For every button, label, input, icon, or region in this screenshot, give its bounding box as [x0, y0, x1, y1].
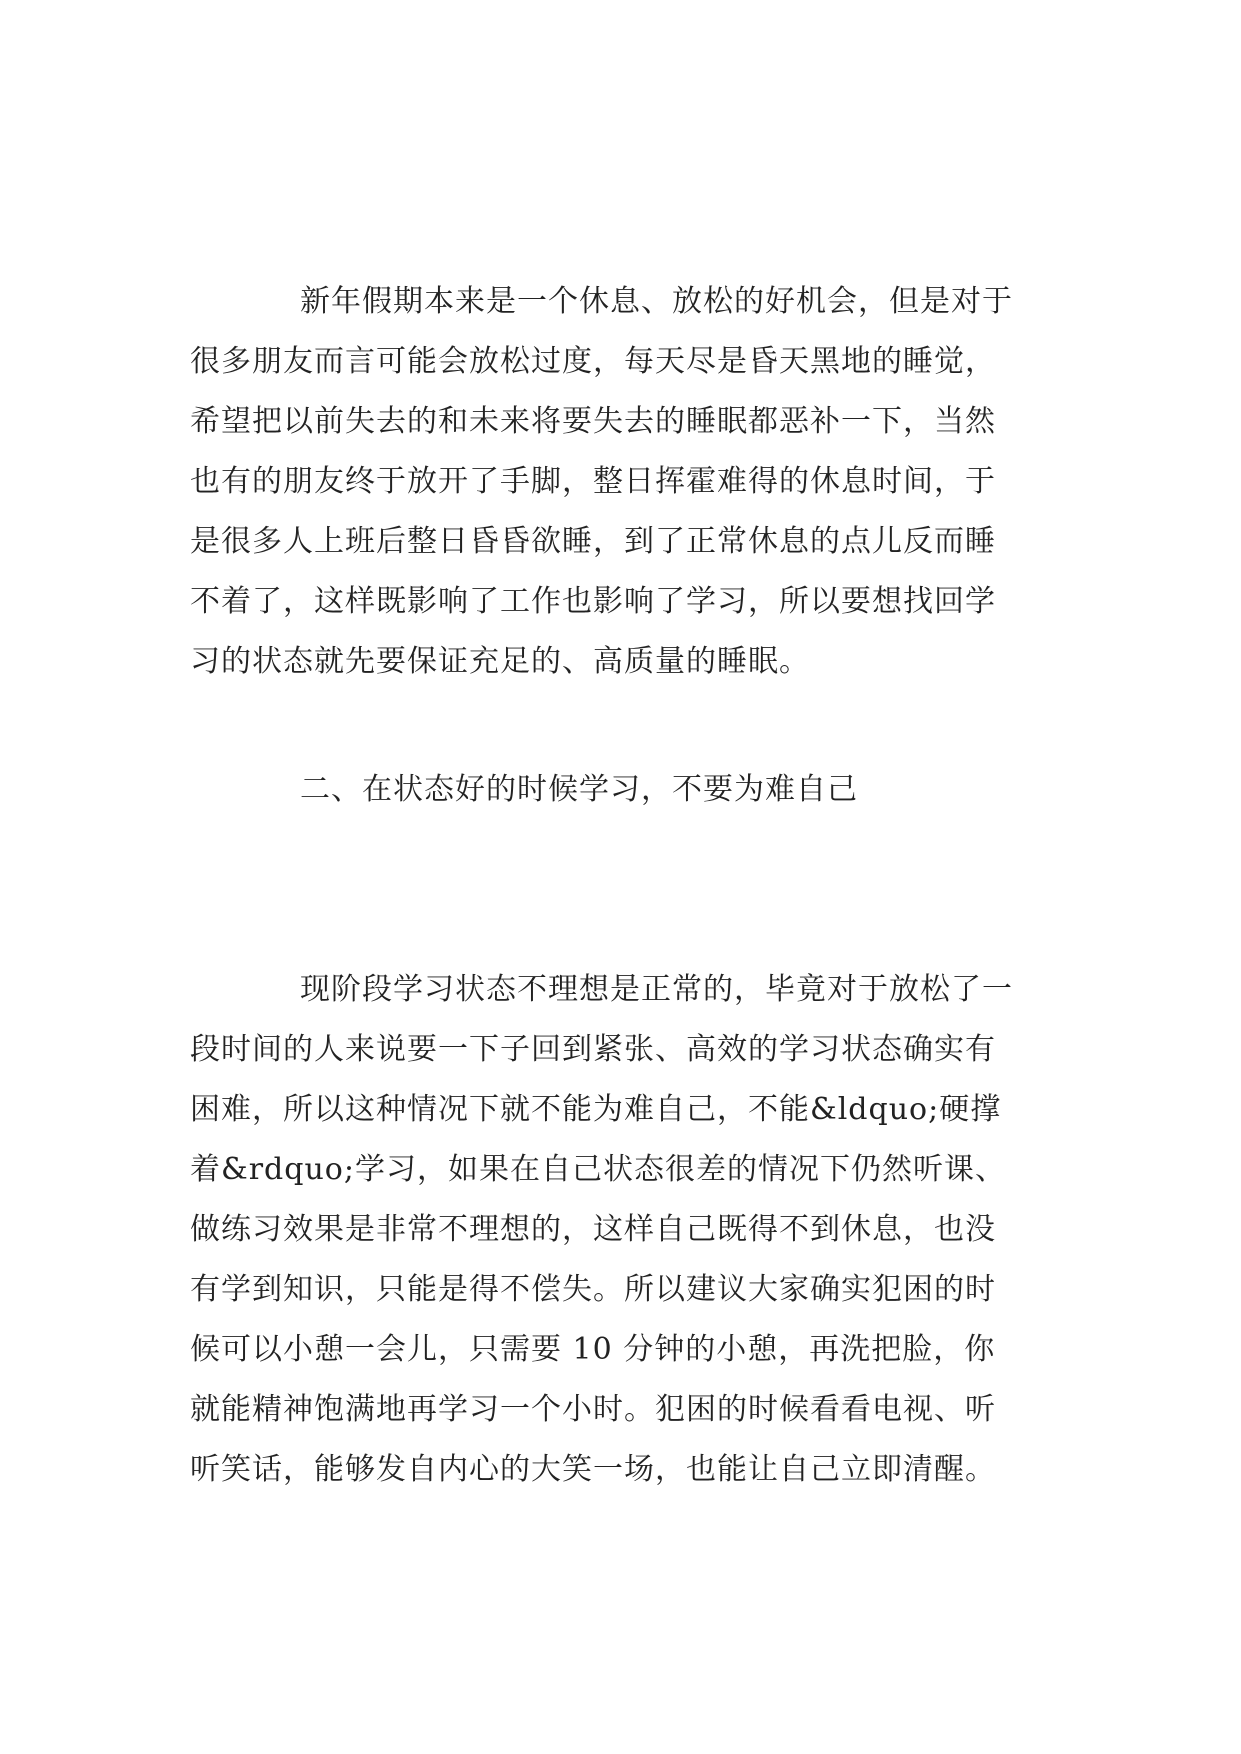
text-line: 听笑话，能够发自内心的大笑一场，也能让自己立即清醒。 — [190, 1452, 996, 1487]
text-line: 是很多人上班后整日昏昏欲睡，到了正常休息的点儿反而睡 — [190, 524, 996, 559]
section-heading — [190, 760, 1070, 820]
text-line: 有学到知识，只能是得不偿失。所以建议大家确实犯困的时 — [190, 1272, 996, 1307]
paragraph-sleep — [190, 272, 1070, 692]
text-line: 也有的朋友终于放开了手脚，整日挥霍难得的休息时间，于 — [190, 464, 996, 499]
text-line: 着&rdquo;学习，如果在自己状态很差的情况下仍然听课、 — [190, 1152, 1006, 1187]
text-line: 做练习效果是非常不理想的，这样自己既得不到休息，也没 — [190, 1212, 996, 1247]
text-line: 候可以小憩一会儿，只需要 10 分钟的小憩，再洗把脸，你 — [190, 1332, 996, 1367]
text-line: 现阶段学习状态不理想是正常的，毕竟对于放松了一 — [300, 972, 1013, 1007]
text-line: 希望把以前失去的和未来将要失去的睡眠都恶补一下，当然 — [190, 404, 996, 439]
text-line: 段时间的人来说要一下子回到紧张、高效的学习状态确实有 — [190, 1032, 996, 1067]
text-line: 很多朋友而言可能会放松过度，每天尽是昏天黑地的睡觉， — [190, 344, 996, 379]
paragraph-study-state — [190, 960, 1070, 1500]
text-line: 就能精神饱满地再学习一个小时。犯困的时候看看电视、听 — [190, 1392, 996, 1427]
text-line: 新年假期本来是一个休息、放松的好机会，但是对于 — [300, 284, 1013, 319]
text-line: 困难，所以这种情况下就不能为难自己，不能&ldquo;硬撑 — [190, 1092, 1002, 1127]
text-line: 不着了，这样既影响了工作也影响了学习，所以要想找回学 — [190, 584, 996, 619]
heading-text: 二、在状态好的时候学习，不要为难自己 — [300, 772, 858, 807]
text-line: 习的状态就先要保证充足的、高质量的睡眠。 — [190, 644, 810, 679]
